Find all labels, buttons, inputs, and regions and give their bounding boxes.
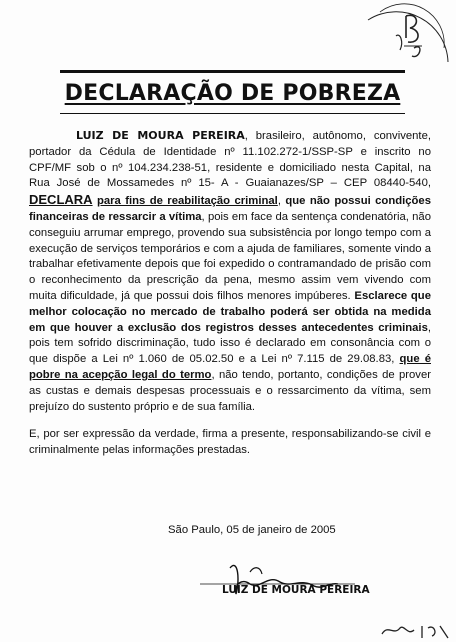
closing-paragraph: E, por ser expressão da verdade, firma a presente, responsabilizando-se civil e criminalmente pelas informações prestadas. (29, 428, 431, 457)
poverty-statement: que é pobre na acepção legal do termo (29, 353, 431, 381)
margin-annotation (378, 620, 454, 640)
declarant-name: LUIZ DE MOURA PEREIRA (76, 129, 245, 142)
paragraph-text-4: , pois tem sofrido discriminação, tudo isso é declarado em consonância com o que dispõe a Lei nº 1.060 de 05.02.50 e a Lei nº 7.115 de 29.08.83, (29, 321, 431, 366)
declara-keyword: DECLARA (29, 192, 93, 208)
document-body (29, 128, 431, 459)
financial-statement: que não possui condições financeiras de ressarcir a vítima (29, 195, 432, 223)
signer-name: LUIZ DE MOURA PEREIRA (222, 584, 370, 596)
clarification-statement: Esclarece que melhor colocação no mercado de trabalho poderá ser obtida na medida em que houver a exclusão dos registros desses antecedentes criminais (29, 289, 431, 334)
paragraph-gap (29, 415, 431, 427)
purpose-text: para fins de reabilitação criminal (96, 195, 278, 208)
protocol-stamp (360, 2, 450, 72)
document-title: DECLARAÇÃO DE POBREZA (64, 80, 401, 106)
paragraph-text-2: , (277, 195, 286, 208)
date-line: São Paulo, 05 de janeiro de 2005 (168, 524, 336, 536)
paragraph-text-1: , brasileiro, autônomo, convivente, portador da Cédula de Identidade nº 11.102.272-1/SSP-SP e inscrito no CPF/MF sob o nº 104.234.238-51, residente e domiciliado nesta Capital, na Rua José de Mossamedes nº 15- A - Guaianazes/SP – CEP 08440-540, (29, 130, 431, 190)
stamp-seal-icon (360, 2, 450, 72)
handwritten-mark-icon (378, 620, 454, 640)
paragraph-text-5: , não tendo, portanto, condições de prover as custas e demais despesas processuais e o ressarcimento da vítima, sem prejuízo do sustento próprio e de sua família. (29, 368, 432, 413)
title-box (60, 70, 405, 114)
paragraph-text-3: , pois em face da sentença condenatória, não conseguiu arrumar emprego, provendo sua subsistência por longo tempo com a execução de serviços temporários e com a ajuda de familiares, somente vindo a trabalhar efetivamente depois que foi expedido o contramandado de prisão com o reconhecimento da prescrição da pena, mesmo assim vem vivendo com muita dificuldade, já que possui dois filhos menores impúberes. (29, 210, 431, 302)
declaration-paragraph (29, 128, 431, 415)
